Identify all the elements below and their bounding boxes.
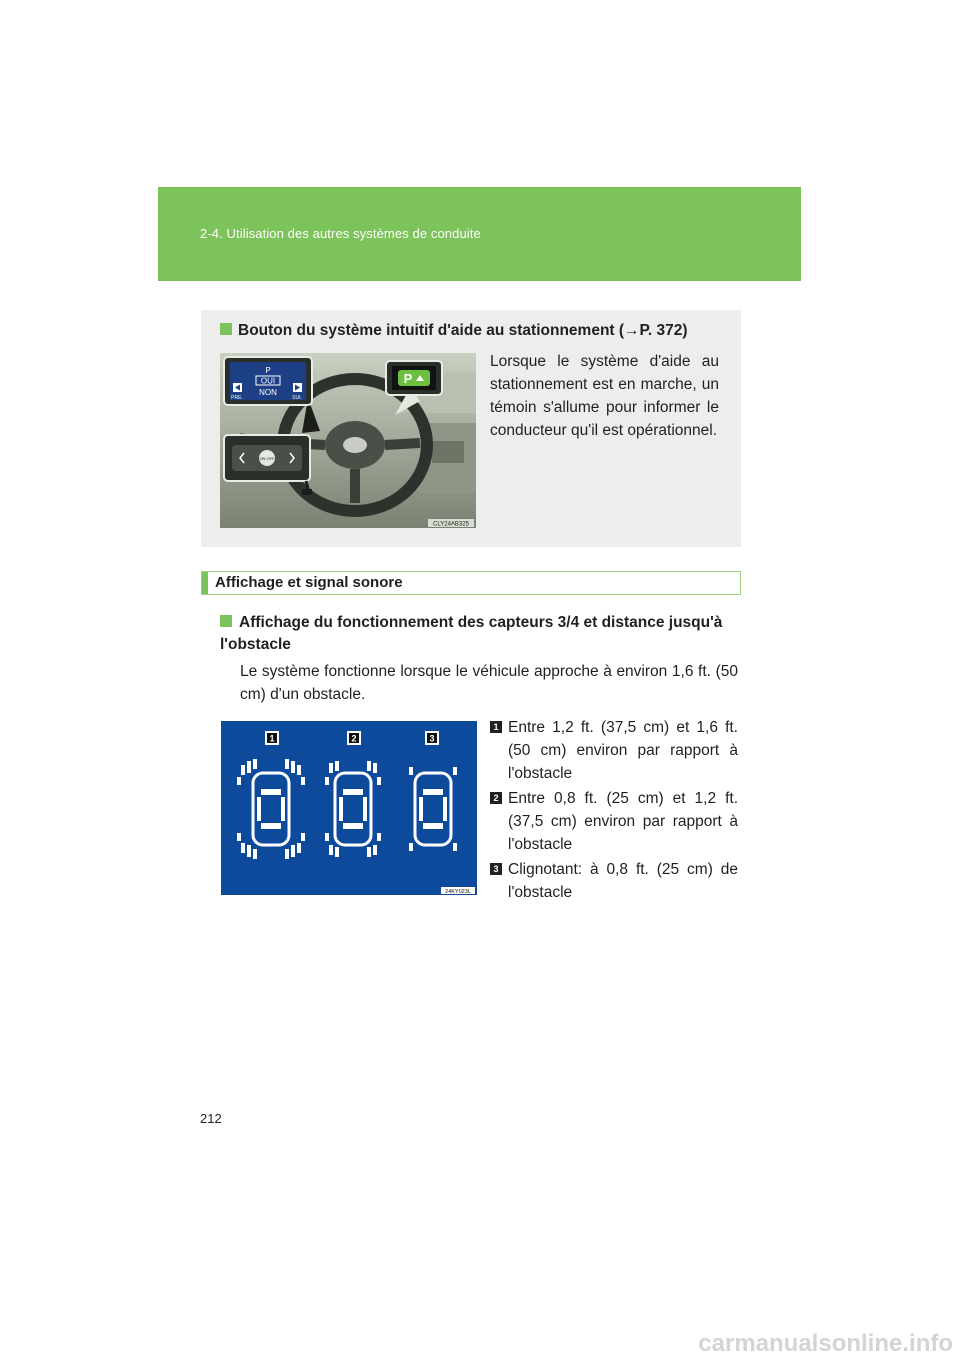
section-title: Affichage et signal sonore bbox=[215, 574, 403, 591]
list-item bbox=[490, 858, 738, 904]
svg-text:carmanualsonline.info: carmanualsonline.info bbox=[698, 1330, 953, 1357]
indicator-p: P bbox=[403, 371, 413, 386]
box-paragraph: Lorsque le système d'aide au stationnement est en marche, un témoin s'allume pour informer le conducteur qu'il est opérationnel. bbox=[490, 353, 719, 439]
section-accent bbox=[202, 572, 208, 594]
prev-label: PRE. bbox=[231, 395, 243, 401]
car-icon-3 bbox=[409, 767, 457, 851]
car-icon-1 bbox=[237, 759, 305, 859]
display-line-3: NON bbox=[259, 388, 277, 397]
panel-label-2: 2 bbox=[351, 733, 357, 744]
list-item bbox=[490, 787, 738, 856]
item-text: Entre 1,2 ft. (37,5 cm) et 1,6 ft. (50 cm) environ par rapport à l'obstacle bbox=[508, 719, 738, 782]
label-box-2 bbox=[347, 731, 361, 745]
list-item bbox=[490, 716, 738, 785]
display-line-2: OUI bbox=[260, 376, 276, 386]
box-heading-text: Bouton du système intuitif d'aide au stationnement (→P. 372) bbox=[238, 322, 688, 339]
distance-list bbox=[490, 716, 738, 906]
item-number: 2 bbox=[490, 792, 502, 804]
label-box-1 bbox=[265, 731, 279, 745]
watermark-logo bbox=[0, 1330, 960, 1358]
square-bullet-icon bbox=[220, 615, 232, 627]
sub-heading-text: Affichage du fonctionnement des capteurs 3/4 et distance jusqu'à l'obstacle bbox=[220, 614, 723, 653]
switch-label: ON OFF bbox=[259, 456, 275, 461]
sensor-display-illustration bbox=[221, 721, 477, 895]
watermark bbox=[0, 1330, 960, 1358]
item-number: 1 bbox=[490, 721, 502, 733]
square-bullet-icon bbox=[220, 323, 232, 335]
panel-label-3: 3 bbox=[429, 733, 435, 744]
box-heading bbox=[220, 322, 688, 340]
dashboard-image bbox=[220, 353, 476, 528]
next-label: SUI. bbox=[292, 395, 302, 401]
page-number: 212 bbox=[200, 1111, 222, 1126]
sub-heading bbox=[220, 612, 738, 656]
section-breadcrumb: 2-4. Utilisation des autres systèmes de conduite bbox=[200, 226, 481, 241]
image-code: CLY24AB325 bbox=[433, 521, 469, 528]
label-box-3 bbox=[425, 731, 439, 745]
item-number: 3 bbox=[490, 863, 502, 875]
sensor-display-panel bbox=[221, 721, 477, 895]
item-text: Entre 0,8 ft. (25 cm) et 1,2 ft. (37,5 cm) environ par rapport à l'obstacle bbox=[508, 790, 738, 853]
sub-body: Le système fonctionne lorsque le véhicule approche à environ 1,6 ft. (50 cm) d'un obstacle. bbox=[240, 663, 738, 703]
panel-code: 24KY023L bbox=[445, 888, 471, 895]
dashboard-illustration bbox=[220, 353, 476, 528]
display-line-1: P bbox=[265, 366, 271, 375]
item-text: Clignotant: à 0,8 ft. (25 cm) de l'obstacle bbox=[508, 861, 738, 901]
panel-label-1: 1 bbox=[269, 733, 275, 744]
car-icon-2 bbox=[325, 761, 381, 857]
